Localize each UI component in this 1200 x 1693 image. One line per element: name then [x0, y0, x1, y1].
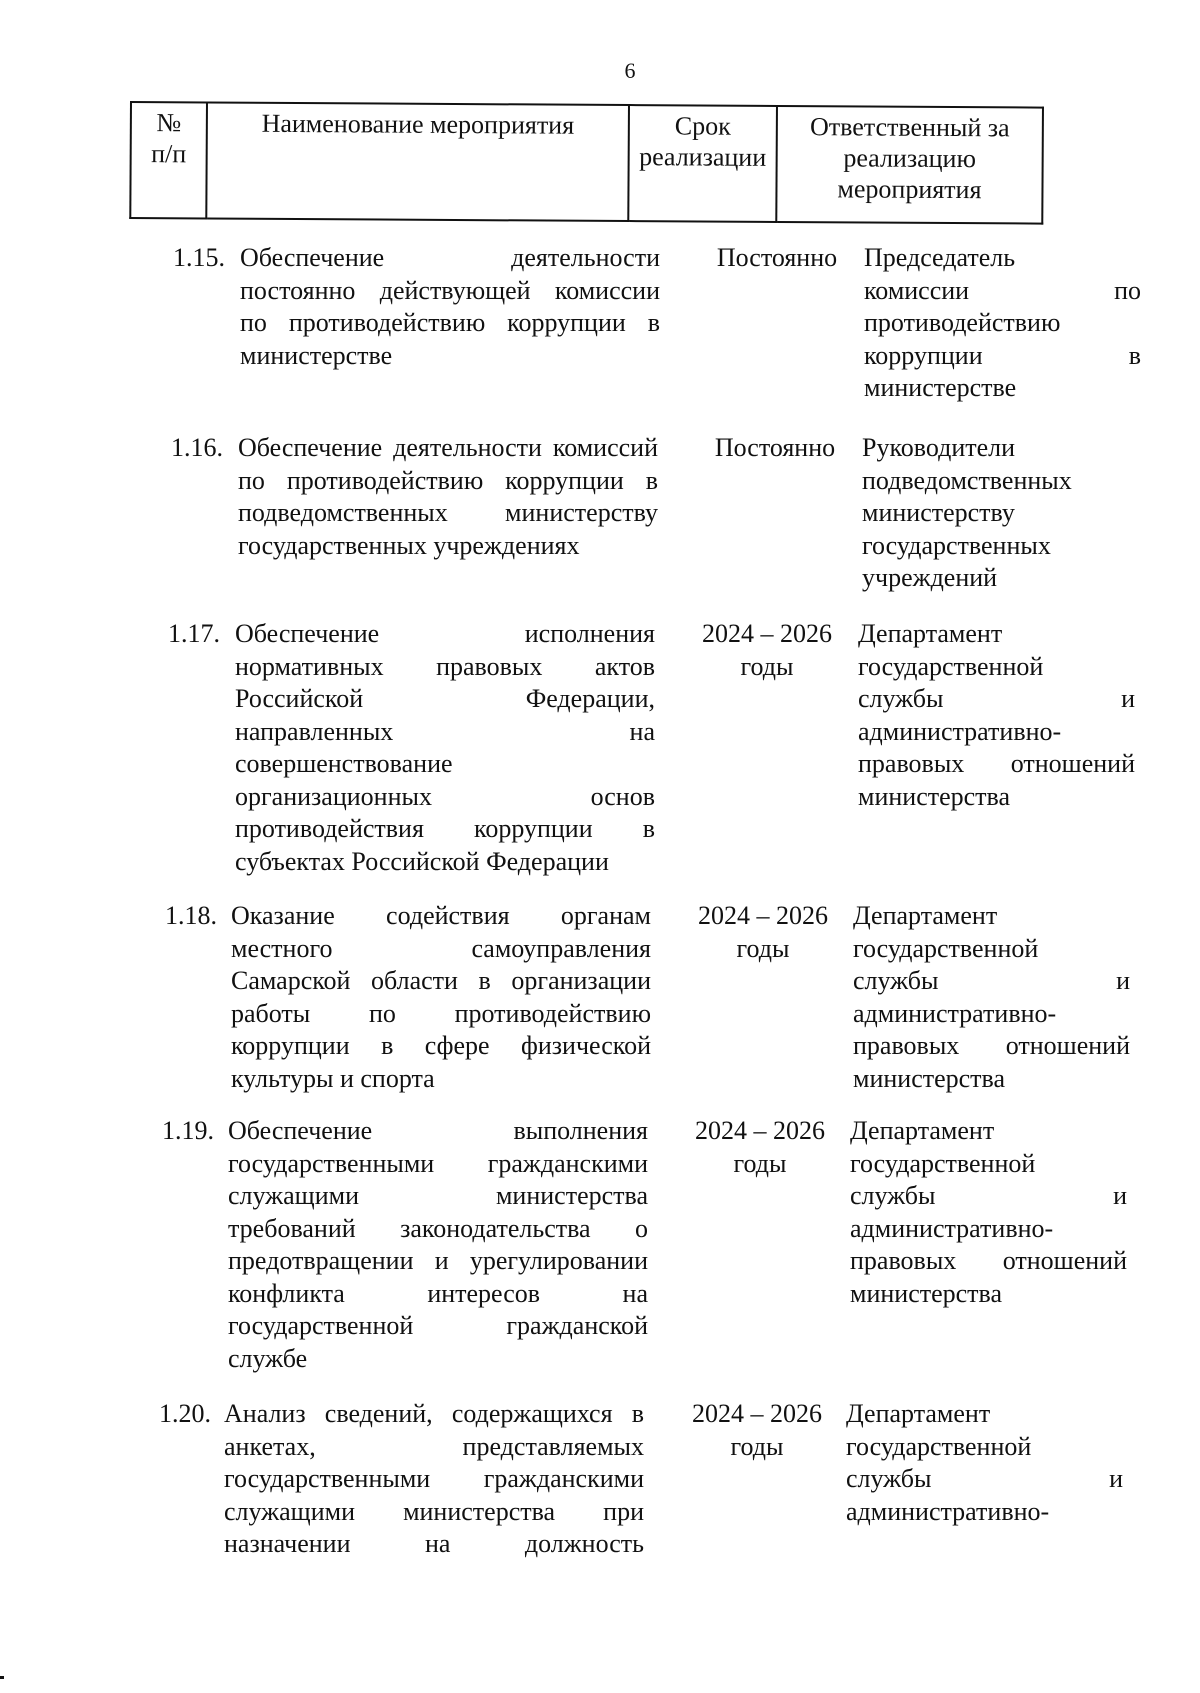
header-number-label: п/п [151, 139, 187, 169]
responsible-line: государственной [850, 1148, 1036, 1178]
scan-artifact [0, 1676, 4, 1679]
header-term-cell [628, 105, 777, 222]
term-line: 2024 – 2026 [692, 1399, 822, 1428]
responsible-line: министерства [858, 781, 1011, 811]
name-line: государственными гражданскими [228, 1148, 648, 1178]
term-line: годы [736, 933, 790, 963]
table-header [129, 101, 1044, 225]
row-name [238, 432, 658, 562]
row-term [700, 432, 850, 465]
row-responsible [864, 242, 1141, 405]
name-line: совершенствование [235, 749, 453, 778]
responsible-line: службы и [853, 966, 1130, 995]
row-name [228, 1115, 648, 1375]
header-number-cell [130, 102, 207, 218]
name-line: постоянно действующей комиссии [240, 275, 660, 305]
term-line: Постоянно [716, 243, 838, 272]
name-line: культуры и спорта [231, 1063, 435, 1093]
responsible-line: административно- [858, 716, 1062, 746]
responsible-line: Департамент [858, 619, 1003, 648]
header-name-label: Наименование мероприятия [261, 108, 575, 140]
header-responsible-label: Ответственный за [809, 112, 1010, 143]
name-line: службе [228, 1343, 308, 1373]
name-line: служащими министерства [228, 1181, 648, 1210]
name-line: служащими министерства при [224, 1496, 644, 1526]
responsible-line: службы и [850, 1181, 1127, 1210]
responsible-line: правовых отношений [858, 749, 1135, 778]
name-line: работы по противодействию [231, 998, 651, 1028]
responsible-line: государственной [858, 651, 1044, 681]
header-number-label: № [156, 108, 182, 138]
name-line: Обеспечение деятельности комиссий [238, 433, 658, 462]
name-line: Обеспечение выполнения [228, 1116, 648, 1145]
term-line: 2024 – 2026 [702, 619, 832, 648]
term-line: 2024 – 2026 [695, 1116, 825, 1145]
name-line: Российской Федерации, [235, 684, 655, 713]
responsible-line: коррупции в [864, 340, 1141, 370]
responsible-line: Департамент [846, 1399, 991, 1428]
term-line: годы [730, 1431, 784, 1461]
responsible-line: правовых отношений [853, 1031, 1130, 1060]
responsible-line: подведомственных [862, 465, 1072, 495]
responsible-line: Председатель [864, 243, 1016, 272]
name-line: Самарской области в организации [231, 966, 651, 995]
responsible-line: противодействию [864, 308, 1061, 337]
name-line: субъектах Российской Федерации [235, 846, 609, 876]
responsible-line: Департамент [853, 901, 998, 930]
name-line: по противодействию коррупции в [240, 308, 660, 337]
term-line: 2024 – 2026 [698, 901, 828, 930]
row-number: 1.20. [159, 1399, 211, 1428]
responsible-line: административно- [846, 1496, 1050, 1526]
row-responsible [862, 432, 1139, 595]
responsible-line: государственных [862, 530, 1051, 560]
row-number: 1.18. [165, 901, 217, 930]
term-line: Постоянно [714, 433, 836, 462]
responsible-line: административно- [853, 998, 1057, 1028]
row-responsible [858, 618, 1135, 813]
name-line: государственных учреждениях [238, 530, 580, 560]
row-name [231, 900, 651, 1095]
row-term [688, 900, 838, 965]
name-line: организационных основ [235, 781, 655, 811]
header-responsible-label: реализацию [843, 143, 977, 174]
row-number: 1.17. [168, 619, 220, 648]
name-line: требований законодательства о [228, 1213, 648, 1243]
name-line: Анализ сведений, содержащихся в [224, 1399, 644, 1428]
name-line: государственной гражданской [228, 1311, 648, 1340]
header-responsible-cell [776, 106, 1043, 224]
name-line: Обеспечение исполнения [235, 619, 655, 648]
name-line: назначении на должность [224, 1529, 644, 1558]
name-line: подведомственных министерству [238, 498, 658, 527]
responsible-line: министерстве [864, 373, 1017, 402]
responsible-line: службы и [846, 1464, 1123, 1493]
responsible-line: правовых отношений [850, 1246, 1127, 1275]
name-line: противодействия коррупции в [235, 814, 655, 843]
name-line: направленных на [235, 716, 655, 746]
name-line: местного самоуправления [231, 933, 651, 963]
row-name [240, 242, 660, 372]
header-term-label: реализации [639, 142, 767, 172]
name-line: нормативных правовых актов [235, 651, 655, 681]
header-responsible-label: мероприятия [837, 174, 982, 205]
name-line: по противодействию коррупции в [238, 465, 658, 495]
name-line: государственными гражданскими [224, 1464, 644, 1493]
name-line: предотвращении и урегулировании [228, 1246, 648, 1275]
responsible-line: министерства [853, 1063, 1006, 1093]
term-line: годы [740, 651, 794, 681]
row-responsible [846, 1398, 1123, 1528]
responsible-line: Департамент [850, 1116, 995, 1145]
name-line: конфликта интересов на [228, 1278, 648, 1308]
row-number: 1.15. [173, 243, 225, 272]
responsible-line: государственной [853, 933, 1039, 963]
row-term [685, 1115, 835, 1180]
name-line: Обеспечение деятельности [240, 243, 660, 272]
row-term [682, 1398, 832, 1463]
responsible-line: службы и [858, 684, 1135, 713]
name-line: анкетах, представляемых [224, 1431, 644, 1461]
row-term [692, 618, 842, 683]
name-line: коррупции в сфере физической [231, 1031, 651, 1060]
row-number: 1.19. [162, 1116, 214, 1145]
page-number: 6 [624, 58, 636, 83]
row-responsible [850, 1115, 1127, 1310]
row-term [702, 242, 852, 275]
responsible-line: комиссии по [864, 275, 1141, 305]
row-number: 1.16. [171, 433, 223, 462]
term-line: годы [733, 1148, 787, 1178]
responsible-line: государственной [846, 1431, 1032, 1461]
header-name-cell [206, 102, 629, 221]
responsible-line: министерству [862, 498, 1015, 527]
row-responsible [853, 900, 1130, 1095]
row-name [235, 618, 655, 878]
name-line: министерстве [240, 340, 393, 370]
header-term-label: Срок [674, 111, 731, 141]
responsible-line: министерства [850, 1278, 1003, 1308]
responsible-line: Руководители [862, 433, 1016, 462]
row-name [224, 1398, 644, 1561]
responsible-line: учреждений [862, 563, 998, 592]
responsible-line: административно- [850, 1213, 1054, 1243]
name-line: Оказание содействия органам [231, 901, 651, 930]
